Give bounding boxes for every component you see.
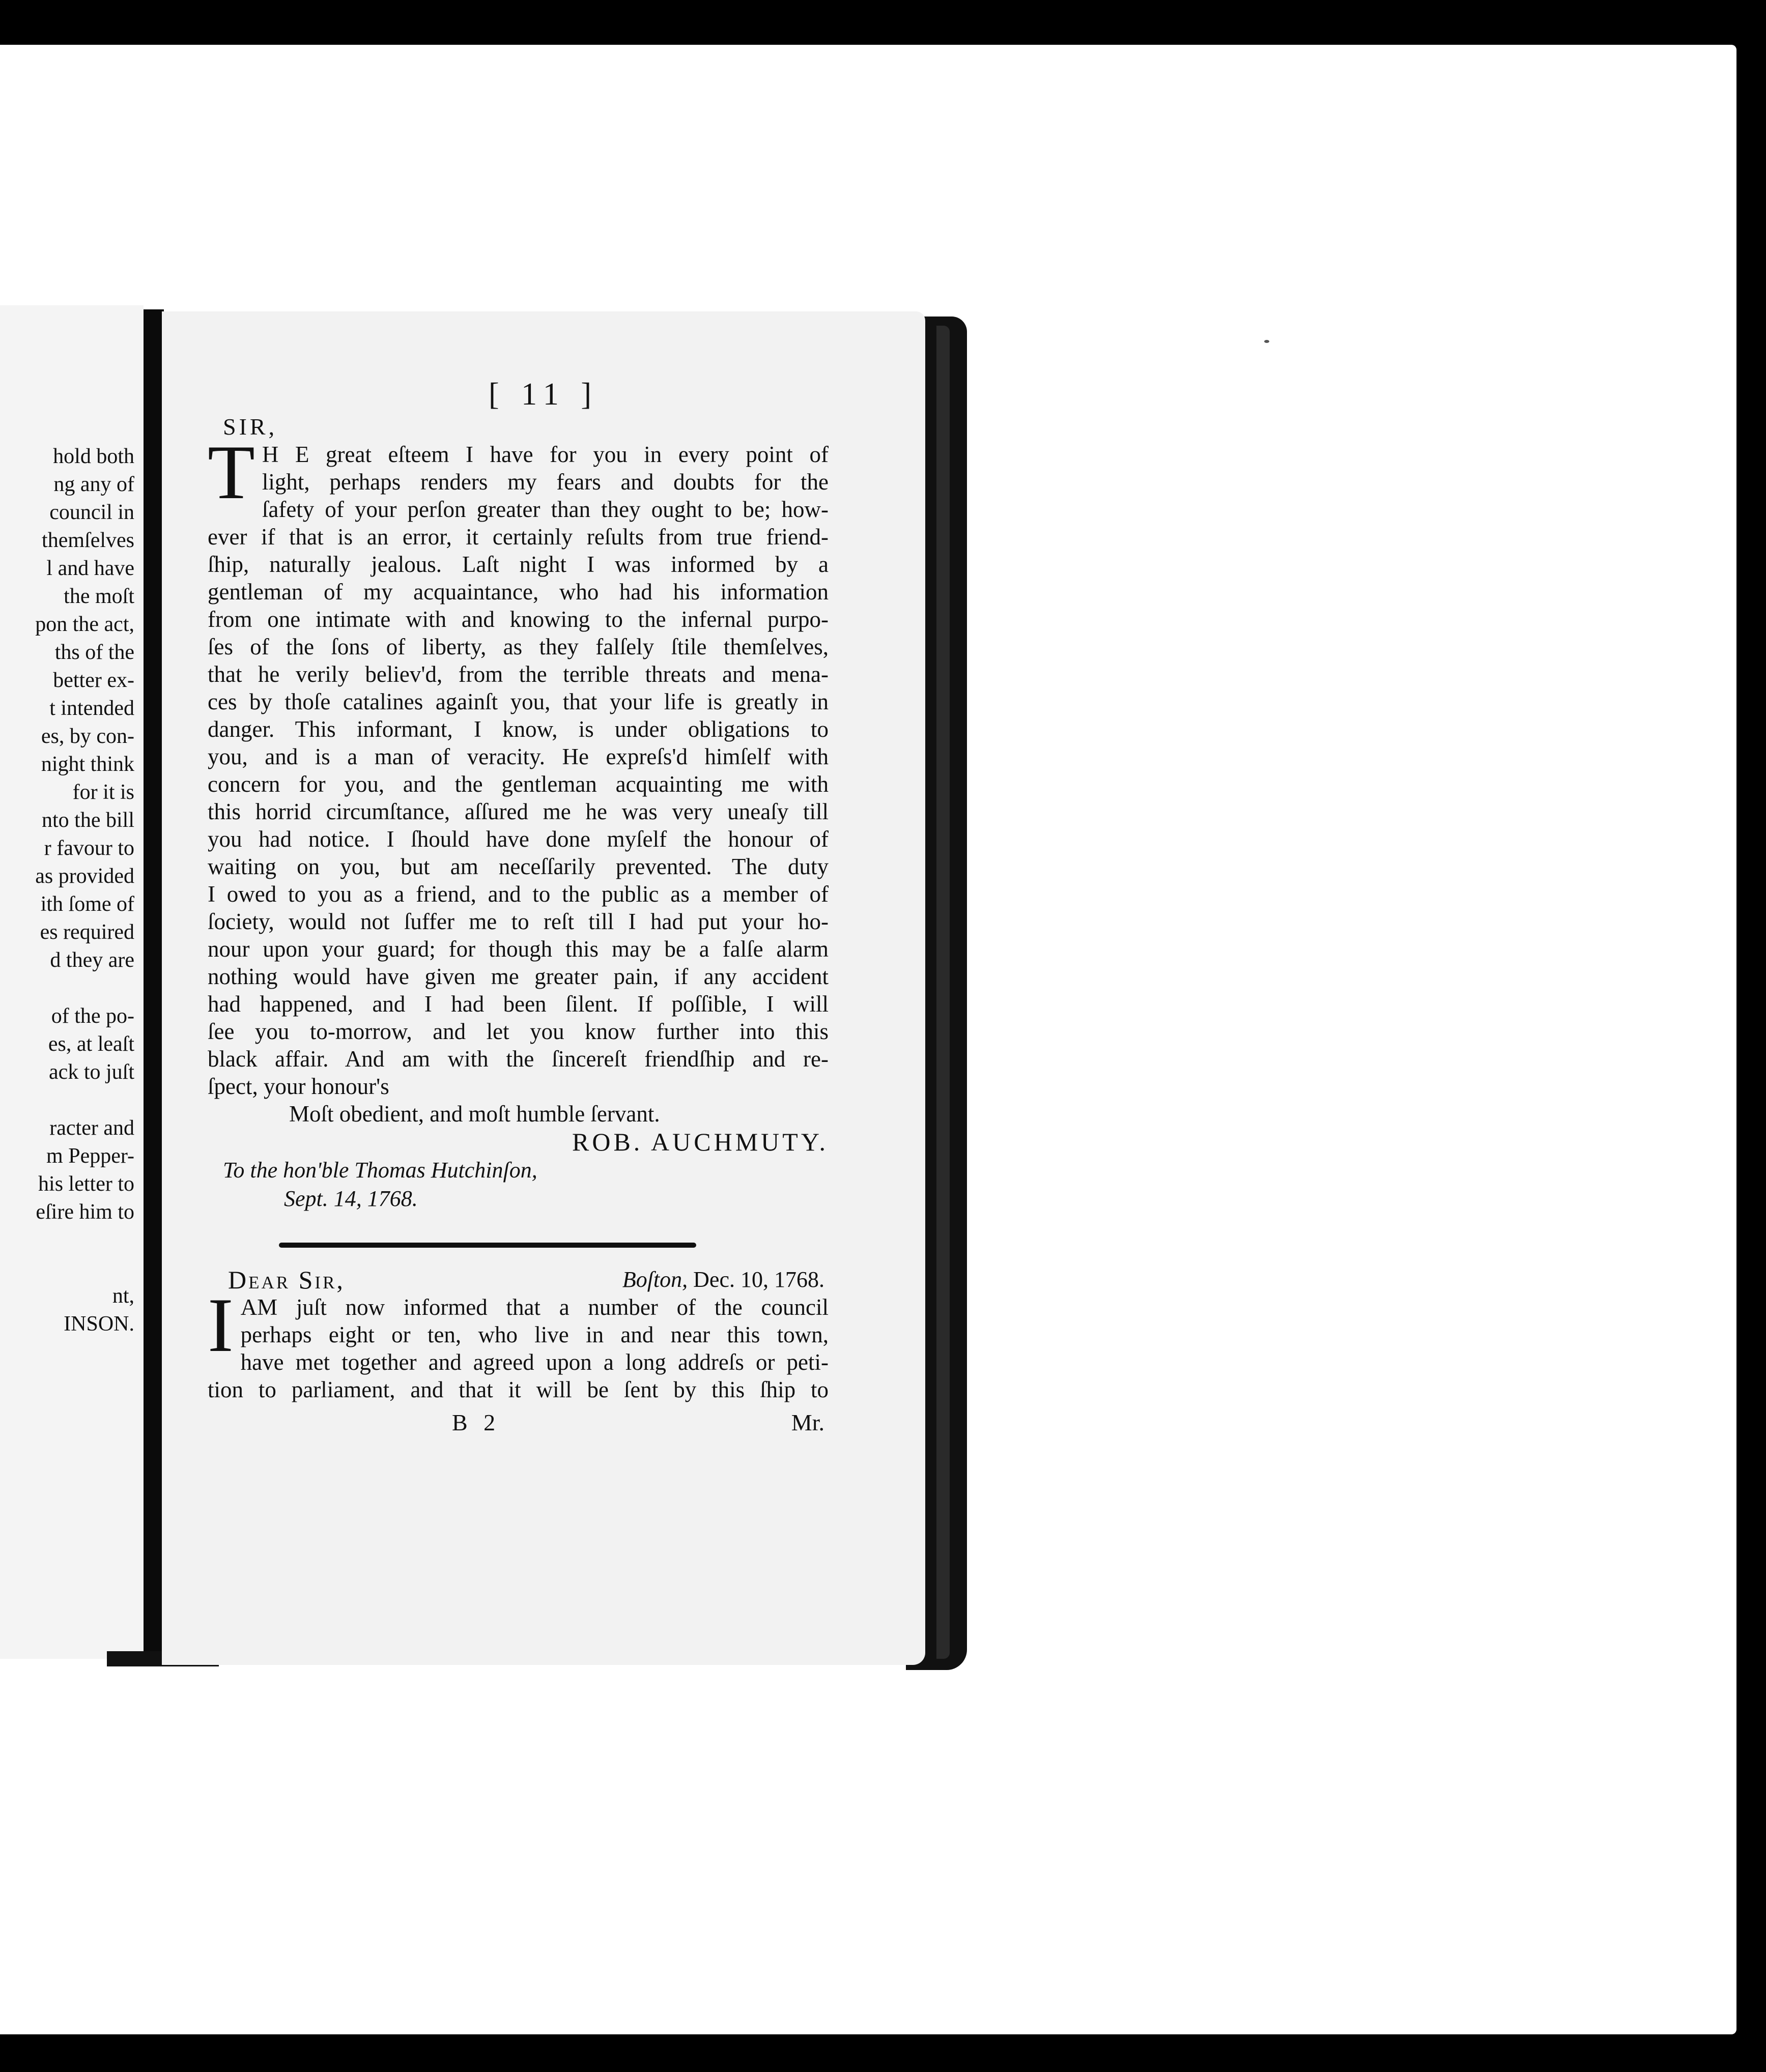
letter1-signature: ROB. AUCHMUTY.	[572, 1128, 829, 1156]
left-line: l and have	[46, 557, 134, 580]
body-line: light, perhaps renders my fears and doubts for the	[262, 469, 829, 495]
left-line: themſelves	[42, 529, 134, 552]
right-page	[162, 311, 925, 1665]
body-line: ſpect, your honour's	[208, 1074, 389, 1099]
left-line: ng any of	[53, 473, 134, 496]
left-line: es, at leaſt	[48, 1032, 134, 1056]
body-line: have met together and agreed upon a long addreſs or peti-	[240, 1349, 829, 1375]
left-line: r favour to	[44, 837, 134, 860]
section-divider-rule	[279, 1243, 696, 1248]
body-line: you, and is a man of veracity. He expreſs'd himſelf with	[208, 744, 829, 769]
book-edge-highlight	[936, 326, 950, 1659]
letter2-dateline	[622, 1266, 824, 1293]
left-line	[35, 1226, 134, 1254]
body-line: waiting on you, but am neceſſarily prevented. The duty	[208, 854, 829, 879]
letter2-dropcap: I	[208, 1282, 234, 1368]
left-line: m Pepper-	[46, 1144, 134, 1168]
letter2-heading	[208, 1266, 829, 1293]
left-line: t intended	[49, 697, 134, 720]
body-line: had happened, and I had been ſilent. If poſſible, I will	[208, 991, 829, 1017]
body-line: ſhip, naturally jealous. Laſt night I was informed by a	[208, 552, 829, 577]
page-footer	[208, 1408, 829, 1437]
left-line: ack to juſt	[49, 1060, 134, 1084]
left-line	[35, 1254, 134, 1282]
left-line: es required	[40, 920, 134, 944]
letter1-salutation: SIR,	[223, 414, 278, 440]
letter1-date: Sept. 14, 1768.	[284, 1186, 418, 1211]
body-line: this horrid circumſtance, aſſured me he was very uneaſy till	[208, 799, 829, 824]
left-line: INSON.	[64, 1312, 134, 1336]
body-line: that he verily believ'd, from the terrible threats and mena-	[208, 661, 829, 687]
body-line: nour upon your guard; for though this may be a falſe alarm	[208, 936, 829, 962]
left-line: for it is	[72, 781, 134, 804]
left-line: pon the act,	[35, 613, 134, 636]
body-line: ſee you to-morrow, and let you know further into this	[208, 1019, 829, 1044]
signature-mark: B 2	[452, 1409, 501, 1435]
body-line: from one intimate with and knowing to the infernal purpo-	[208, 607, 829, 632]
left-line: eſire him to	[36, 1200, 134, 1224]
left-line: of the po-	[51, 1004, 134, 1028]
body-line: nothing would have given me greater pain, if any accident	[208, 964, 829, 989]
left-line: his letter to	[38, 1172, 134, 1196]
left-page-text	[35, 443, 134, 1338]
left-line: ith ſome of	[40, 893, 134, 916]
body-line: ſociety, would not ſuffer me to reſt till I had put your ho-	[208, 909, 829, 934]
body-line: perhaps eight or ten, who live in and near this town,	[240, 1322, 829, 1347]
left-line: council in	[49, 501, 134, 524]
body-line: concern for you, and the gentleman acquainting me with	[208, 771, 829, 797]
letter1-dropcap: T	[208, 429, 255, 515]
left-line: as provided	[35, 865, 134, 888]
letter2-body	[208, 1282, 829, 1403]
letter2-date: Dec. 10, 1768.	[693, 1267, 824, 1292]
left-page	[0, 305, 144, 1659]
body-line: ſes of the ſons of liberty, as they falſely ſtile themſelves,	[208, 634, 829, 659]
body-line: ever if that is an error, it certainly reſults from true friend-	[208, 524, 829, 550]
left-line: ths of the	[54, 641, 134, 664]
body-line: black affair. And am with the ſincereſt friendſhip and re-	[208, 1046, 829, 1072]
left-line: hold both	[53, 445, 134, 468]
body-line: danger. This informant, I know, is under obligations to	[208, 716, 829, 742]
left-line	[35, 974, 134, 1002]
body-line: I owed to you as a friend, and to the public as a member of	[208, 881, 829, 907]
letter1-address: To the hon'ble Thomas Hutchinſon,	[223, 1158, 537, 1183]
dust-speck	[1264, 340, 1269, 343]
left-line	[35, 1086, 134, 1114]
left-line: racter and	[49, 1116, 134, 1140]
left-line: nto the bill	[42, 809, 134, 832]
page-number: [ 11 ]	[489, 377, 599, 412]
body-line: tion to parliament, and that it will be ſent by this ſhip to	[208, 1377, 829, 1402]
letter2-salutation: Dear Sir,	[228, 1265, 345, 1294]
left-line: es, by con-	[41, 725, 134, 748]
book-gutter	[144, 309, 164, 1663]
body-line: AM juſt now informed that a number of the council	[240, 1294, 829, 1320]
body-line: you had notice. I ſhould have done myſelf the honour of	[208, 826, 829, 852]
left-line: d they are	[50, 948, 134, 972]
letter2-place: Boſton,	[622, 1267, 688, 1292]
catchword: Mr.	[791, 1409, 824, 1435]
body-line: ces by thoſe catalines againſt you, that your life is greatly in	[208, 689, 829, 714]
left-line: night think	[41, 753, 134, 776]
letter1-closing: Moſt obedient, and moſt humble ſervant.	[289, 1101, 660, 1127]
body-line: ſafety of your perſon greater than they ought to be; how-	[262, 497, 829, 522]
left-line: the moſt	[64, 585, 134, 608]
left-line: nt,	[112, 1284, 134, 1308]
letter1-body	[208, 429, 829, 1100]
left-line: better ex-	[53, 669, 134, 692]
body-line: H E great eſteem I have for you in every point of	[262, 442, 829, 467]
body-line: gentleman of my acquaintance, who had his information	[208, 579, 829, 605]
page-body	[208, 413, 829, 1437]
